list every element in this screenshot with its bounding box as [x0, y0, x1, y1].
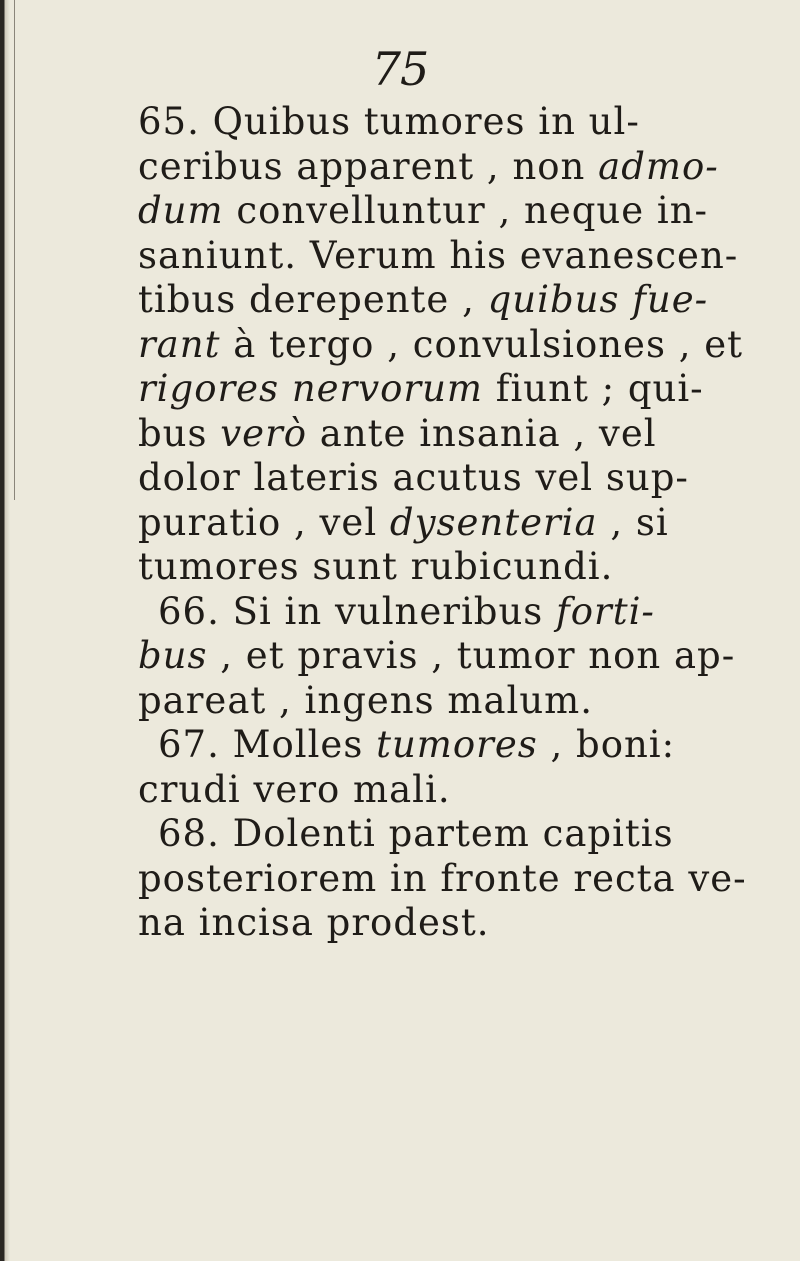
italic-text-run: dum — [138, 189, 224, 232]
text-line — [138, 278, 778, 323]
text-run: , boni: — [537, 723, 676, 766]
text-line — [138, 590, 778, 635]
italic-text-run: bus — [138, 634, 208, 677]
text-run: convelluntur , neque in- — [223, 189, 709, 232]
italic-text-run: quibus fue- — [487, 278, 709, 321]
gutter-shadow-line — [14, 0, 15, 500]
italic-text-run: forti- — [556, 589, 655, 633]
text-line — [138, 812, 778, 857]
italic-text-run: rant — [138, 322, 221, 366]
text-line — [138, 100, 778, 145]
text-run: pareat , ingens malum. — [138, 678, 594, 722]
italic-text-run: dysenteria — [389, 500, 598, 544]
text-run: tibus derepente , — [138, 278, 488, 321]
text-run: ceribus apparent , non — [138, 144, 599, 188]
text-run: ante insania , vel — [307, 411, 657, 455]
body-text — [138, 100, 778, 946]
text-run: 67. Molles — [158, 723, 377, 766]
text-line — [138, 679, 778, 724]
text-run: tumores sunt rubicundi. — [138, 545, 614, 588]
text-run: puratio , vel — [138, 500, 390, 544]
italic-text-run: admo- — [598, 144, 719, 188]
text-line — [138, 901, 778, 946]
text-line — [138, 367, 778, 412]
text-line — [138, 501, 778, 546]
book-spine-edge — [0, 0, 10, 1261]
text-run: bus — [138, 411, 221, 455]
text-run: à tergo , convulsiones , et — [220, 322, 743, 366]
text-run: dolor lateris acutus vel sup- — [138, 456, 689, 499]
text-run: , si — [597, 500, 669, 544]
text-run: 66. Si in vulneribus — [158, 589, 557, 633]
text-run: 65. Quibus tumores in ul- — [138, 100, 640, 143]
text-line — [138, 145, 778, 190]
text-run: , et pravis , tumor non ap- — [207, 634, 736, 677]
text-run: saniunt. Verum his evanescen- — [138, 233, 739, 277]
text-line — [138, 323, 778, 368]
text-line — [138, 857, 778, 902]
page-number: 75 — [371, 42, 429, 96]
text-run: 68. Dolenti partem capitis — [158, 812, 674, 855]
text-line — [138, 723, 778, 768]
text-run: fiunt ; qui- — [483, 367, 704, 410]
text-line — [138, 412, 778, 457]
text-line — [138, 545, 778, 590]
text-run: crudi vero mali. — [138, 767, 451, 811]
italic-text-run: tumores — [376, 723, 538, 766]
text-run: na incisa prodest. — [138, 901, 490, 944]
text-line — [138, 768, 778, 813]
text-line — [138, 456, 778, 501]
text-run: posteriorem in fronte recta ve- — [138, 856, 747, 900]
italic-text-run: verò — [220, 411, 308, 455]
text-line — [138, 234, 778, 279]
italic-text-run: rigores nervorum — [138, 367, 484, 410]
text-line — [138, 634, 778, 679]
text-line — [138, 189, 778, 234]
